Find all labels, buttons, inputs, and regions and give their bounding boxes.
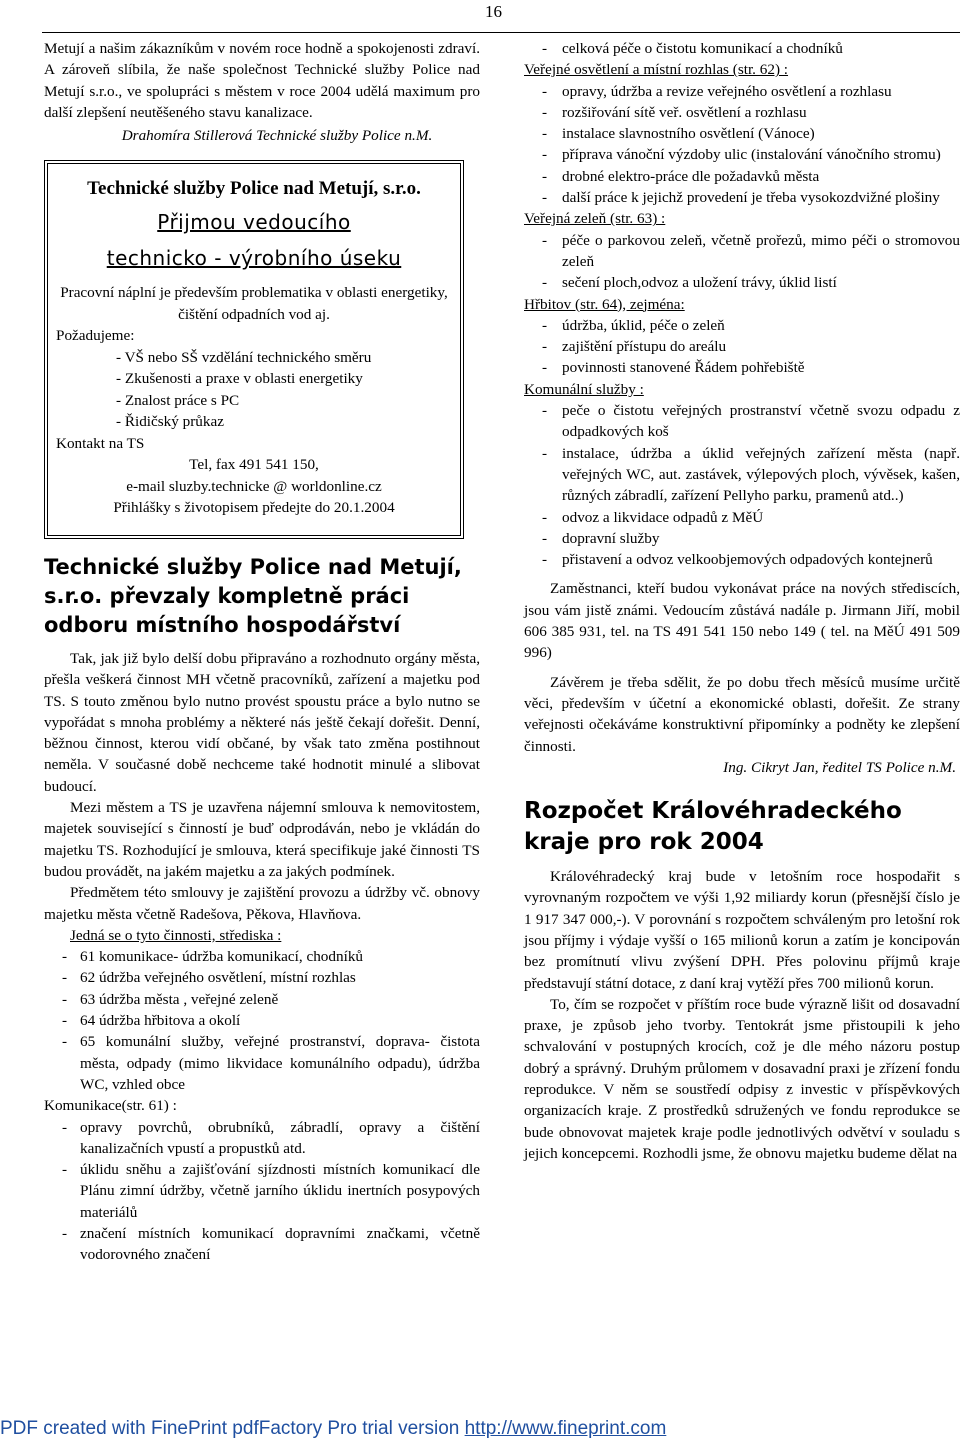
job-ad-subheading: technicko - výrobního úseku <box>106 246 402 271</box>
job-ad-deadline: Přihlášky s životopisem předejte do 20.1.2004 <box>113 499 395 517</box>
job-ad-org: Technické služby Police nad Metují, s.r.o. <box>87 178 421 200</box>
list-item: - sečení ploch,odvoz a uložení trávy, úklid listí <box>524 272 960 293</box>
job-ad-requirement: - VŠ nebo SŠ vzdělání technického směru <box>116 348 372 366</box>
list-item: - 62 údržba veřejného osvětlení, místní rozhlas <box>44 967 480 988</box>
staff-paragraph: Zaměstnanci, kteří budou vykonávat práce na nových střediscích, jsou vám jistě známi. Vedoucím zůstává nadále p. Jirmann Jiří, mobil 606 385 931, tel. na TS 491 541 150 nebo 149 ( tel. na MěÚ 491 509 996) <box>524 580 960 662</box>
list-item: - opravy, údržba a revize veřejného osvětlení a rozhlasu <box>524 81 960 102</box>
list-item: - 65 komunální služby, veřejné prostranství, doprava- čistota města, odpady (mimo likvidace komunálního odpadu), údržba WC, vzhled obce <box>44 1031 480 1095</box>
list-item: - dopravní služby <box>524 528 960 549</box>
list-item: - údržba, úklid, péče o zeleň <box>524 315 960 336</box>
list-item: - příprava vánoční výzdoby ulic (instalování vánočního stromu) <box>524 144 960 165</box>
cemetery-list <box>524 315 960 379</box>
job-ad-contact-label: Kontakt na TS <box>56 434 145 452</box>
footer-link[interactable]: http://www.fineprint.com <box>464 1418 667 1439</box>
centers-list <box>44 946 480 1095</box>
list-item: - 64 údržba hřbitova a okolí <box>44 1010 480 1031</box>
article-paragraph: Předmětem této smlouvy je zajištění provozu a údržby vč. obnovy majetku města včetně Radešova, Pěkova, Hlavňova. <box>44 884 480 923</box>
job-ad-phone: Tel, fax 491 541 150, <box>189 456 319 474</box>
list-item: - přistavení a odvoz velkoobjemových odpadových kontejnerů <box>524 549 960 570</box>
article-headline: Technické služby Police nad Metují, s.r.o. převzaly kompletně práci odboru místního hospodářství <box>44 554 462 637</box>
article-paragraph: Mezi městem a TS je uzavřena nájemní smlouva k nemovitostem, majetek související s činností je buď odprodáván, nebo je vkládán do majetku TS. Rozhodující je smlouva, která specifikuje jaké činnosti TS budou provádět, na jakém majetku a za jakých podmínek. <box>44 799 480 880</box>
article-paragraph: Tak, jak již bylo delší dobu připraváno a rozhodnuto orgány města, přešla veškerá činnost MH včetně pracovníků, zařízení a majetku pod TS. S touto změnou bylo nutno provést spoustu práce a bylo nutno se vypořádat s mnoha problémy a některé nás ještě čekají dořešit. Denní, běžnou činnost, kterou vidí občané, by však tato změna postihnout neměla. V současné době nechceme také hodnotit minulé a slibovat budoucí. <box>44 649 480 795</box>
job-ad-heading: Přijmou vedoucího <box>157 210 351 235</box>
budget-paragraph: To, čím se rozpočet v příštím roce bude výrazně lišit od dosavadní praxe, je způsob jeho tvorby. Tentokrát jsme přistoupili k jeho schvalování v postupných krocích, což je dle mého názoru postup dobrý a správný. Druhým průlomem v dosavadní praxi je zřízení fondu reprodukce. V něm se soustředí odpisy z investic v příspěvkových organizacích kraje. Z prostředků sdružených ve fondu reprodukce se bude obnovovat majetek kraje podle jednotlivých odvětví v souladu s jejich koncepcemi. Rozhodli jsme, že obnovu majetku budeme dělat na <box>524 995 960 1162</box>
budget-headline: Rozpočet Královéhradeckého kraje pro rok 2004 <box>524 798 902 856</box>
list-item: - instalace, údržba a úklid veřejných zařízení města (např. veřejných WC, aut. zastávek, výlepových ploch, vývěsek, kašen, různých zábradlí, zařízení Pellyho parku, pramenů atd..) <box>524 443 960 507</box>
job-ad-requirement: - Zkušenosti a praxe v oblasti energetiky <box>116 370 363 388</box>
lighting-list <box>524 81 960 209</box>
list-item: - další práce k jejichž provedení je třeba vysokozdvižné plošiny <box>524 187 960 208</box>
right-column <box>524 38 960 1164</box>
list-item: - povinnosti stanovené Řádem pohřebiště <box>524 357 960 378</box>
job-ad-requirements-label: Požadujeme: <box>56 327 135 345</box>
closing-signature: Ing. Cikryt Jan, ředitel TS Police n.M. <box>723 758 956 776</box>
list-item: - péče o parkovou zeleň, včetně prořezů, mimo péči o stromovou zeleň <box>524 230 960 273</box>
list-item: - drobné elektro-práce dle požadavků města <box>524 166 960 187</box>
left-column <box>44 38 480 1266</box>
budget-paragraph: Královéhradecký kraj bude v letošním roce hospodařit s vyrovnaným rozpočtem ve výši 1,92 miliardy korun (přesnější číslo je 1 917 347 000,-). V porovnání s rozpočtem schváleným pro letošní rok jsou příjmy i výdaje vyšší o 165 milionů korun a zatím je koncipován bez promítnutí vlivu zvýšení DPH. Přes polovinu příjmů kraje představují státní dotace, z daní kraj vytěží přes 700 milionů korun. <box>524 868 960 992</box>
list-item: - značení místních komunikací dopravními značkami, včetně vodorovného značení <box>44 1223 480 1266</box>
list-item: - 63 údržba města , veřejné zeleně <box>44 989 480 1010</box>
intro-signature: Drahomíra Stillerová Technické služby Police n.M. <box>121 127 433 145</box>
municipal-label: Komunální služby : <box>524 380 644 398</box>
green-label: Veřejná zeleň (str. 63) : <box>524 210 666 228</box>
list-item: - opravy povrchů, obrubníků, zábradlí, opravy a čištění kanalizačních vpustí a propustků atd. <box>44 1117 480 1160</box>
list-item: - celková péče o čistotu komunikací a chodníků <box>524 38 960 59</box>
footer-text: PDF created with FinePrint pdfFactory Pro trial version <box>0 1418 465 1439</box>
closing-paragraph: Závěrem je třeba sdělit, že po dobu třech měsíců musíme určitě věci, především v účetní a ekonomické oblasti, dořešit. Ze strany veřejnosti očekáváme konstruktivní připomínky a podněty ke zlepšení činnosti. <box>524 673 960 755</box>
lighting-label: Veřejné osvětlení a místní rozhlas (str. 62) : <box>524 61 789 79</box>
roads-list-cont <box>524 38 960 59</box>
centers-label: Jedná se o tyto činnosti, střediska : <box>70 926 282 944</box>
job-ad-email: e-mail sluzby.technicke @ worldonline.cz <box>126 477 382 495</box>
municipal-list <box>524 400 960 570</box>
page-number: 16 <box>485 2 502 21</box>
header-rule <box>42 32 960 33</box>
list-item: - instalace slavnostního osvětlení (Vánoce) <box>524 123 960 144</box>
job-ad-description: Pracovní náplní je především problematika v oblasti energetiky, čištění odpadních vod aj. <box>60 284 448 323</box>
roads-list <box>44 1117 480 1266</box>
list-item: - peče o čistotu veřejných prostranství včetně svozu odpadu z odpadkových koš <box>524 400 960 443</box>
pdf-footer <box>0 1418 666 1440</box>
cemetery-label: Hřbitov (str. 64), zejména: <box>524 295 685 313</box>
list-item: - zajištění přístupu do areálu <box>524 336 960 357</box>
list-item: - rozšiřování sítě veř. osvětlení a rozhlasu <box>524 102 960 123</box>
list-item: - odvoz a likvidace odpadů z MěÚ <box>524 507 960 528</box>
job-ad-requirement: - Znalost práce s PC <box>116 391 240 409</box>
job-ad-requirement: - Řidičský průkaz <box>116 413 224 431</box>
job-ad-box <box>44 160 464 539</box>
list-item: - úklidu sněhu a zajišťování sjízdnosti místních komunikací dle Plánu zimní údržby, včetně jarního úklidu inertních posypových materiálů <box>44 1159 480 1223</box>
list-item: - 61 komunikace- údržba komunikací, chodníků <box>44 946 480 967</box>
intro-paragraph: Metují a našim zákazníkům v novém roce hodně a spokojenosti zdraví. A zároveň slíbila, že naše společnost Technické služby Police nad Metují s.r.o., ve spolupráci s městem v roce 2004 udělá maximum pro další zlepšení neutěšeného stavu kanalizace. <box>44 40 480 121</box>
green-list <box>524 230 960 294</box>
roads-label: Komunikace(str. 61) : <box>44 1097 177 1115</box>
